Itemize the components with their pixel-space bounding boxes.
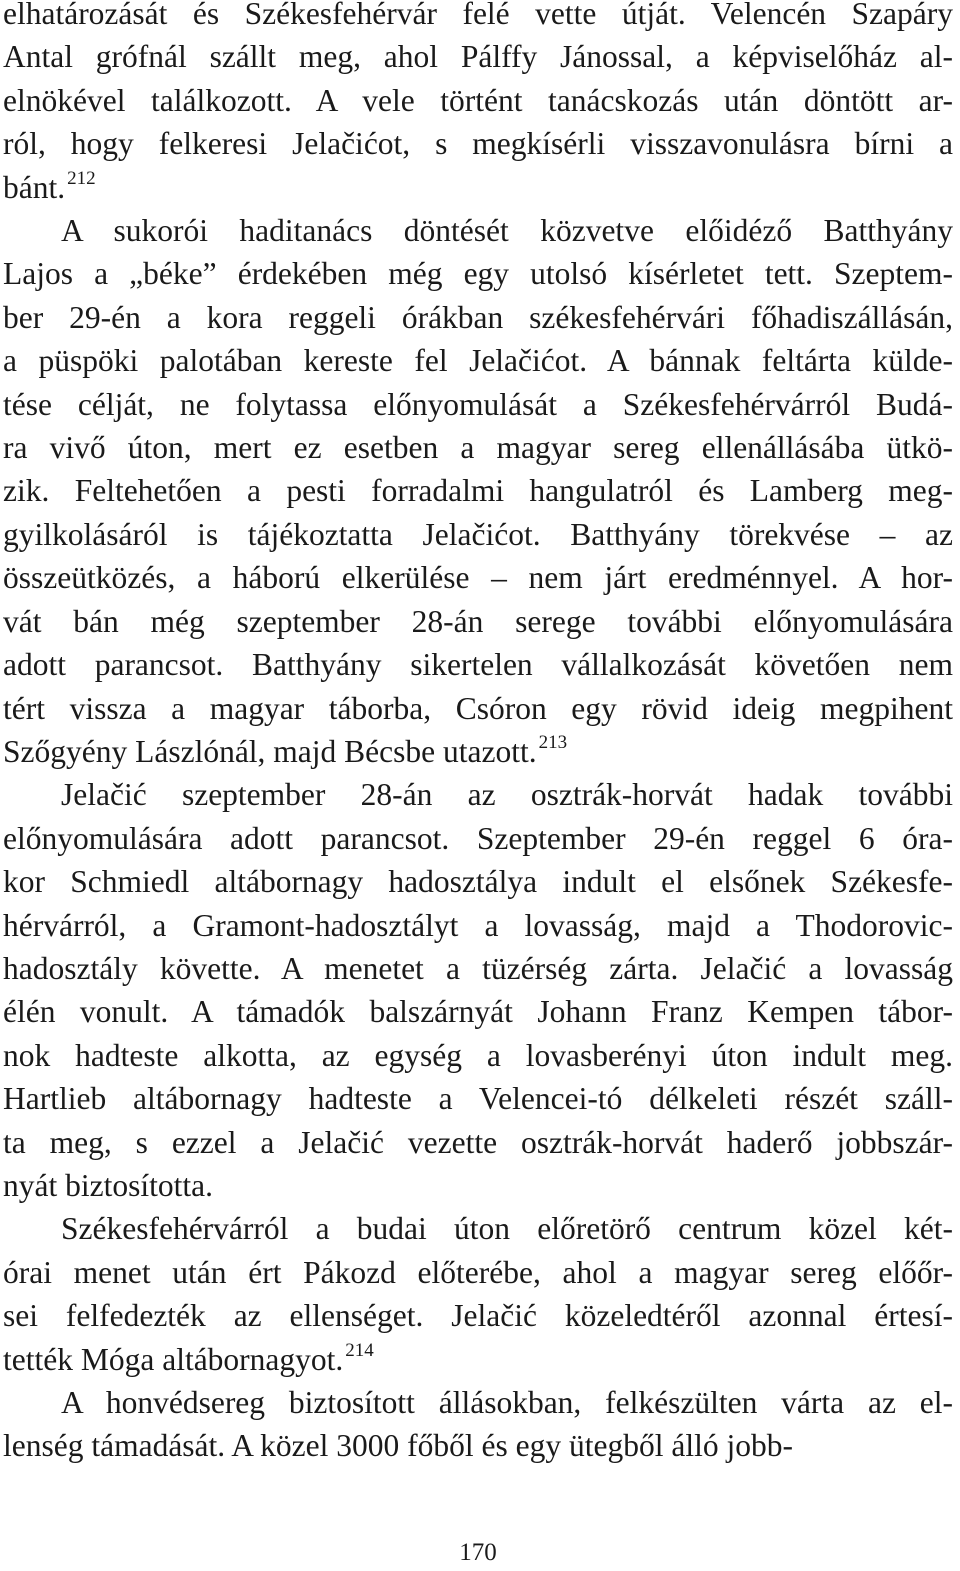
line-text: A honvédsereg biztosított állásokban, felkészülten várta az el- bbox=[61, 1385, 953, 1420]
line-text: nyát biztosította. bbox=[3, 1167, 213, 1203]
line-text: órai menet után ért Pákozd előterébe, ahol a magyar sereg előőr- bbox=[3, 1254, 953, 1290]
text-line bbox=[3, 1424, 953, 1467]
line-text: bánt. bbox=[3, 169, 66, 205]
text-line bbox=[3, 122, 953, 165]
text-line bbox=[3, 1164, 953, 1207]
line-text: ber 29-én a kora reggeli órákban székesfehérvári főhadiszállásán, bbox=[3, 299, 953, 335]
text-line bbox=[3, 817, 953, 860]
text-line bbox=[3, 1294, 953, 1337]
line-text: ta meg, s ezzel a Jelačić vezette osztrák-horvát haderő jobbszár- bbox=[3, 1124, 953, 1160]
text-line bbox=[3, 600, 953, 643]
line-text: tették Móga altábornagyot. bbox=[3, 1341, 344, 1377]
line-text: összeütközés, a háború elkerülése – nem járt eredménnyel. A hor- bbox=[3, 560, 953, 596]
text-line bbox=[3, 730, 953, 773]
text-line bbox=[3, 79, 953, 122]
text-line bbox=[3, 339, 953, 382]
line-text: Lajos a „béke” érdekében még egy utolsó kísérletet tett. Szeptem- bbox=[3, 256, 953, 292]
line-text: ra vivő úton, mert ez esetben a magyar sereg ellenállásába ütkö- bbox=[3, 430, 953, 466]
text-line bbox=[3, 209, 953, 252]
line-text: adott parancsot. Batthyány sikertelen vállalkozását követően nem bbox=[3, 647, 953, 683]
paragraph bbox=[3, 209, 953, 773]
book-page bbox=[3, 0, 953, 1571]
line-text: a püspöki palotában kereste fel Jelačićot. A bánnak feltárta külde- bbox=[3, 343, 953, 379]
text-line bbox=[3, 296, 953, 339]
paragraph bbox=[3, 1207, 953, 1381]
line-text: Szőgyény Lászlónál, majd Bécsbe utazott. bbox=[3, 733, 537, 769]
text-line bbox=[3, 469, 953, 512]
text-line bbox=[3, 426, 953, 469]
line-text: tért vissza a magyar táborba, Csóron egy rövid ideig megpihent bbox=[3, 690, 953, 726]
paragraph bbox=[3, 1381, 953, 1468]
line-text: Székesfehérvárról a budai úton előretörő centrum közel két- bbox=[61, 1211, 953, 1247]
footnote-reference: 214 bbox=[345, 1339, 374, 1361]
text-line bbox=[3, 947, 953, 990]
line-text: vát bán még szeptember 28-án serege további előnyomulására bbox=[3, 603, 953, 639]
line-text: élén vonult. A támadók balszárnyát Johann Franz Kempen tábor- bbox=[3, 994, 953, 1030]
text-line bbox=[3, 252, 953, 295]
text-line bbox=[3, 643, 953, 686]
footnote-reference: 213 bbox=[538, 731, 568, 753]
paragraph bbox=[3, 0, 953, 209]
line-text: kor Schmiedl altábornagy hadosztálya indult el elsőnek Székesfe- bbox=[3, 864, 953, 900]
line-text: tése célját, ne folytassa előnyomulását a Székesfehérvárról Budá- bbox=[3, 386, 953, 422]
line-text: hérvárról, a Gramont-hadosztályt a lovasság, majd a Thodorovic- bbox=[3, 907, 953, 943]
text-line bbox=[3, 904, 953, 947]
line-text: zik. Feltehetően a pesti forradalmi hangulatról és Lamberg meg- bbox=[3, 473, 953, 509]
text-line bbox=[3, 35, 953, 78]
footnote-reference: 212 bbox=[67, 167, 96, 189]
line-text: ról, hogy felkeresi Jelačićot, s megkísérli visszavonulásra bírni a bbox=[3, 126, 953, 162]
line-text: Antal grófnál szállt meg, ahol Pálffy Jánossal, a képviselőház al- bbox=[3, 39, 953, 75]
text-line bbox=[3, 990, 953, 1033]
line-text: Hartlieb altábornagy hadteste a Velencei-tó délkeleti részét száll- bbox=[3, 1081, 953, 1117]
text-line bbox=[3, 1034, 953, 1077]
line-text: sei felfedezték az ellenséget. Jelačić közeledtéről azonnal értesí- bbox=[3, 1298, 953, 1334]
text-line bbox=[3, 687, 953, 730]
line-text: elhatározását és Székesfehérvár felé vette útját. Velencén Szapáry bbox=[3, 0, 953, 31]
text-line bbox=[3, 1381, 953, 1424]
text-line bbox=[3, 1121, 953, 1164]
text-line bbox=[3, 1077, 953, 1120]
line-text: gyilkolásáról is tájékoztatta Jelačićot. Batthyány törekvése – az bbox=[3, 516, 953, 552]
text-line bbox=[3, 1207, 953, 1250]
line-text: Jelačić szeptember 28-án az osztrák-horvát hadak további bbox=[61, 777, 953, 813]
text-line bbox=[3, 513, 953, 556]
line-text: előnyomulására adott parancsot. Szeptember 29-én reggel 6 óra- bbox=[3, 820, 953, 856]
text-line bbox=[3, 860, 953, 903]
page-number: 170 bbox=[459, 1539, 497, 1566]
body-text bbox=[3, 0, 953, 1468]
line-text: lenség támadását. A közel 3000 főből és egy ütegből álló jobb- bbox=[3, 1428, 793, 1464]
text-line bbox=[3, 166, 953, 209]
text-line bbox=[3, 1251, 953, 1294]
text-line bbox=[3, 1338, 953, 1381]
text-line bbox=[3, 0, 953, 35]
line-text: A sukorói haditanács döntését közvetve előidéző Batthyány bbox=[61, 213, 953, 249]
line-text: hadosztály követte. A menetet a tüzérség zárta. Jelačić a lovasság bbox=[3, 950, 953, 986]
text-line bbox=[3, 383, 953, 426]
line-text: nok hadteste alkotta, az egység a lovasberényi úton indult meg. bbox=[3, 1037, 953, 1073]
text-line bbox=[3, 773, 953, 816]
line-text: elnökével találkozott. A vele történt tanácskozás után döntött ar- bbox=[3, 82, 953, 118]
text-line bbox=[3, 556, 953, 599]
paragraph bbox=[3, 773, 953, 1207]
